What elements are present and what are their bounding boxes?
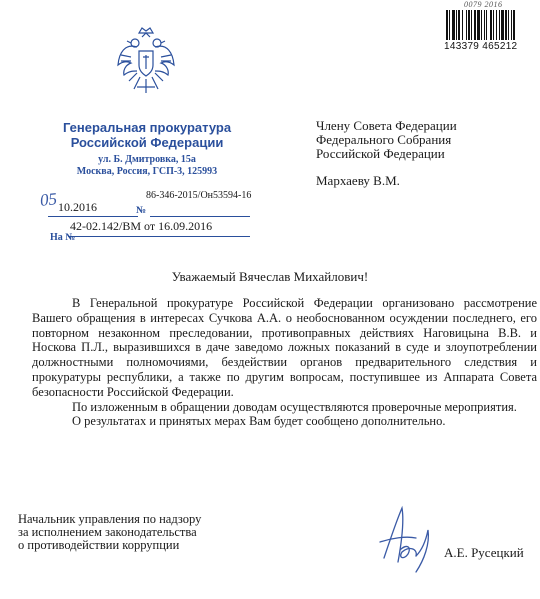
addressee-line3: Российской Федерации bbox=[316, 146, 445, 161]
org-name-line2: Российской Федерации bbox=[70, 135, 224, 150]
reference-underline bbox=[68, 236, 250, 237]
barcode-stamp-text: 0079 2016 bbox=[464, 0, 503, 9]
barcode-bar bbox=[468, 10, 470, 40]
addressee-name: Мархаеву В.М. bbox=[316, 173, 400, 188]
coat-of-arms-icon bbox=[115, 25, 177, 99]
barcode-image bbox=[446, 10, 536, 40]
handwritten-day: 05 bbox=[39, 189, 58, 210]
barcode-bar bbox=[490, 10, 492, 40]
number-underline bbox=[150, 216, 250, 217]
barcode-bar bbox=[466, 10, 467, 40]
signer-name: А.Е. Русецкий bbox=[444, 545, 524, 560]
sender-city: Москва, Россия, ГСП-3, 125993 bbox=[76, 166, 218, 177]
barcode-bar bbox=[462, 10, 463, 40]
barcode-bar bbox=[493, 10, 494, 40]
barcode-bar bbox=[458, 10, 460, 40]
barcode-bar bbox=[456, 10, 457, 40]
signer-title-line2: за исполнением законодательства bbox=[18, 525, 197, 539]
handwritten-signature bbox=[372, 500, 442, 575]
barcode-bar bbox=[486, 10, 487, 40]
barcode-number: 143379 465212 bbox=[444, 41, 518, 52]
barcode-bar bbox=[484, 10, 485, 40]
letter-date: 10.2016 bbox=[58, 200, 97, 214]
barcode-bar bbox=[508, 10, 509, 40]
addressee-block bbox=[316, 119, 536, 161]
body-paragraph-1: В Генеральной прокуратуре Российской Федерации организовано рассмотрение Вашего обращения в интересах Сучкова А.А. о необоснованном осуждении последнего, его повторном незаконном преследовании, противоправных действиях Наговицына В.В. и Носкова П.Л., выразившихся в даче заведомо ложных показаний в суде и злоупотреблении должностными полномочиями, бездействии органов предварительного следствия и прокуратуры республики, а также по другим вопросам, поступившее из Аппарата Совета безопасности Российской Федерации. bbox=[32, 296, 537, 399]
signer-position bbox=[18, 513, 278, 552]
barcode-bar bbox=[511, 10, 512, 40]
barcode-bar bbox=[452, 10, 455, 40]
barcode-bar bbox=[449, 10, 450, 40]
date-underline bbox=[48, 216, 138, 217]
body-paragraph-2: По изложенным в обращении доводам осуществляются проверочные мероприятия. bbox=[72, 399, 517, 414]
barcode-bar bbox=[471, 10, 472, 40]
registration-number: 86-346-2015/Он53594-16 bbox=[146, 190, 252, 201]
letter-body bbox=[32, 296, 537, 429]
barcode-block bbox=[440, 0, 538, 54]
signer-title-line3: о противодействии коррупции bbox=[18, 538, 180, 552]
barcode-bar bbox=[477, 10, 480, 40]
sender-street: ул. Б. Дмитровка, 15а bbox=[98, 154, 196, 165]
barcode-bar bbox=[499, 10, 500, 40]
body-paragraph-3: О результатах и принятых мерах Вам будет сообщено дополнительно. bbox=[72, 414, 446, 429]
number-sign: № bbox=[136, 205, 147, 216]
salutation: Уважаемый Вячеслав Михайлович! bbox=[171, 269, 369, 284]
barcode-bar bbox=[496, 10, 497, 40]
barcode-bar bbox=[505, 10, 507, 40]
sender-organization bbox=[58, 120, 236, 150]
barcode-bar bbox=[474, 10, 476, 40]
barcode-bar bbox=[481, 10, 482, 40]
reference-number: 42-02.142/ВМ от 16.09.2016 bbox=[70, 219, 213, 233]
barcode-bar bbox=[513, 10, 515, 40]
org-name-line1: Генеральная прокуратура bbox=[62, 120, 232, 135]
addressee-line1: Члену Совета Федерации bbox=[316, 118, 457, 133]
barcode-bar bbox=[446, 10, 448, 40]
signer-title-line1: Начальник управления по надзору bbox=[18, 512, 202, 526]
reply-to-sign: На № bbox=[50, 232, 76, 243]
addressee-line2: Федерального Собрания bbox=[316, 132, 452, 147]
barcode-bar bbox=[501, 10, 504, 40]
